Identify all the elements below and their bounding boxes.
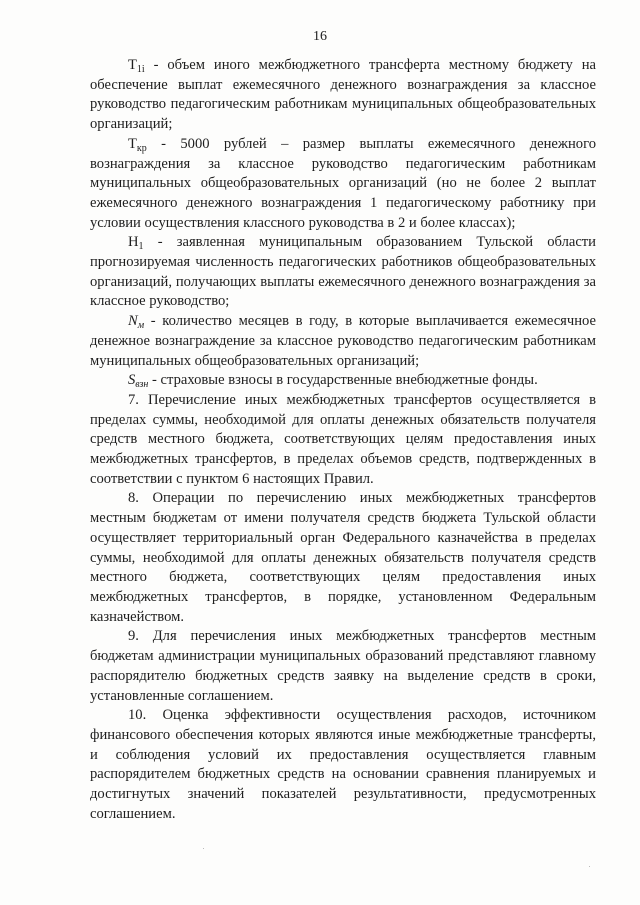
definition-nm xyxy=(90,312,596,371)
definition-text: - количество месяцев в году, в которые выплачивается ежемесячное денежное вознаграждение за классное руководство педагогическим работникам муниципальных общеобразовательных организаций; xyxy=(90,313,596,369)
symbol-subscript: 1i xyxy=(136,64,145,75)
definition-h1 xyxy=(90,233,596,312)
symbol: N xyxy=(128,313,138,330)
symbol: H xyxy=(128,234,139,251)
page-number: 16 xyxy=(313,29,327,44)
symbol-subscript: взн xyxy=(135,379,149,391)
symbol-subscript: кр xyxy=(136,142,147,154)
paragraph-9: 9. Для перечисления иных межбюджетных трансфертов местным бюджетам администрации муниципальных образований представляют главному распорядителю бюджетных средств заявку на выделение средств в сроки, установленные соглашением. xyxy=(90,628,596,704)
paragraph-8: 8. Операции по перечислению иных межбюджетных трансфертов местным бюджетам от имени получателя средств бюджета Тульской области осуществляет территориальный орган Федерального казначейства в пределах суммы, необходимой для оплаты денежных обязательств получателя средств местного бюджета, соответствующих целям предоставления иных межбюджетных трансфертов, в порядке, установленном Федеральным казначейством. xyxy=(90,490,596,625)
symbol-subscript: 1 xyxy=(138,241,144,253)
definition-text: - 5000 рублей – размер выплаты ежемесячного денежного вознаграждения за классное руководство педагогическим работникам муниципальных общеобразовательных организаций (но не более 2 выплат ежемесячного денежного вознаграждения 1 педагогическому работнику при условии осуществления классного руководства в 2 и более классах); xyxy=(90,135,596,231)
definition-text: - страховые взносы в государственные внебюджетные фонды. xyxy=(148,372,538,389)
document-body xyxy=(90,56,596,824)
definition-text: - объем иного межбюджетного трансферта местному бюджету на обеспечение выплат ежемесячного денежного вознаграждения за классное руководство педагогическим работникам муниципальных общеобразовательных организаций; xyxy=(90,57,596,133)
symbol: T xyxy=(128,135,137,152)
symbol: S xyxy=(128,372,136,389)
definition-tkr xyxy=(90,135,596,234)
scan-speck xyxy=(203,848,204,849)
definition-svzn xyxy=(90,371,596,391)
paragraph-7: 7. Перечисление иных межбюджетных трансфертов осуществляется в пределах суммы, необходимой для оплаты денежных обязательств получателя средств местного бюджета, соответствующих целям предоставления иных межбюджетных трансфертов, в пределах объемов средств, подтвержденных в соответствии с пунктом 6 настоящих Правил. xyxy=(90,391,596,487)
definition-text: - заявленная муниципальным образованием Тульской области прогнозируемая численность педагогических работников общеобразовательных организаций, получающих выплаты ежемесячного денежного вознаграждения за классное руководство; xyxy=(90,234,596,310)
definition-t1i xyxy=(90,56,596,135)
symbol-subscript: м xyxy=(137,320,145,332)
paragraph-10: 10. Оценка эффективности осуществления расходов, источником финансового обеспечения которых являются иные межбюджетные трансферты, и соблюдения условий их предоставления осуществляется главным распорядителем бюджетных средств на основании сравнения планируемых и достигнутых значений показателей результативности, предусмотренных соглашением. xyxy=(90,707,596,822)
symbol: T xyxy=(128,57,137,73)
scan-speck xyxy=(589,866,590,867)
